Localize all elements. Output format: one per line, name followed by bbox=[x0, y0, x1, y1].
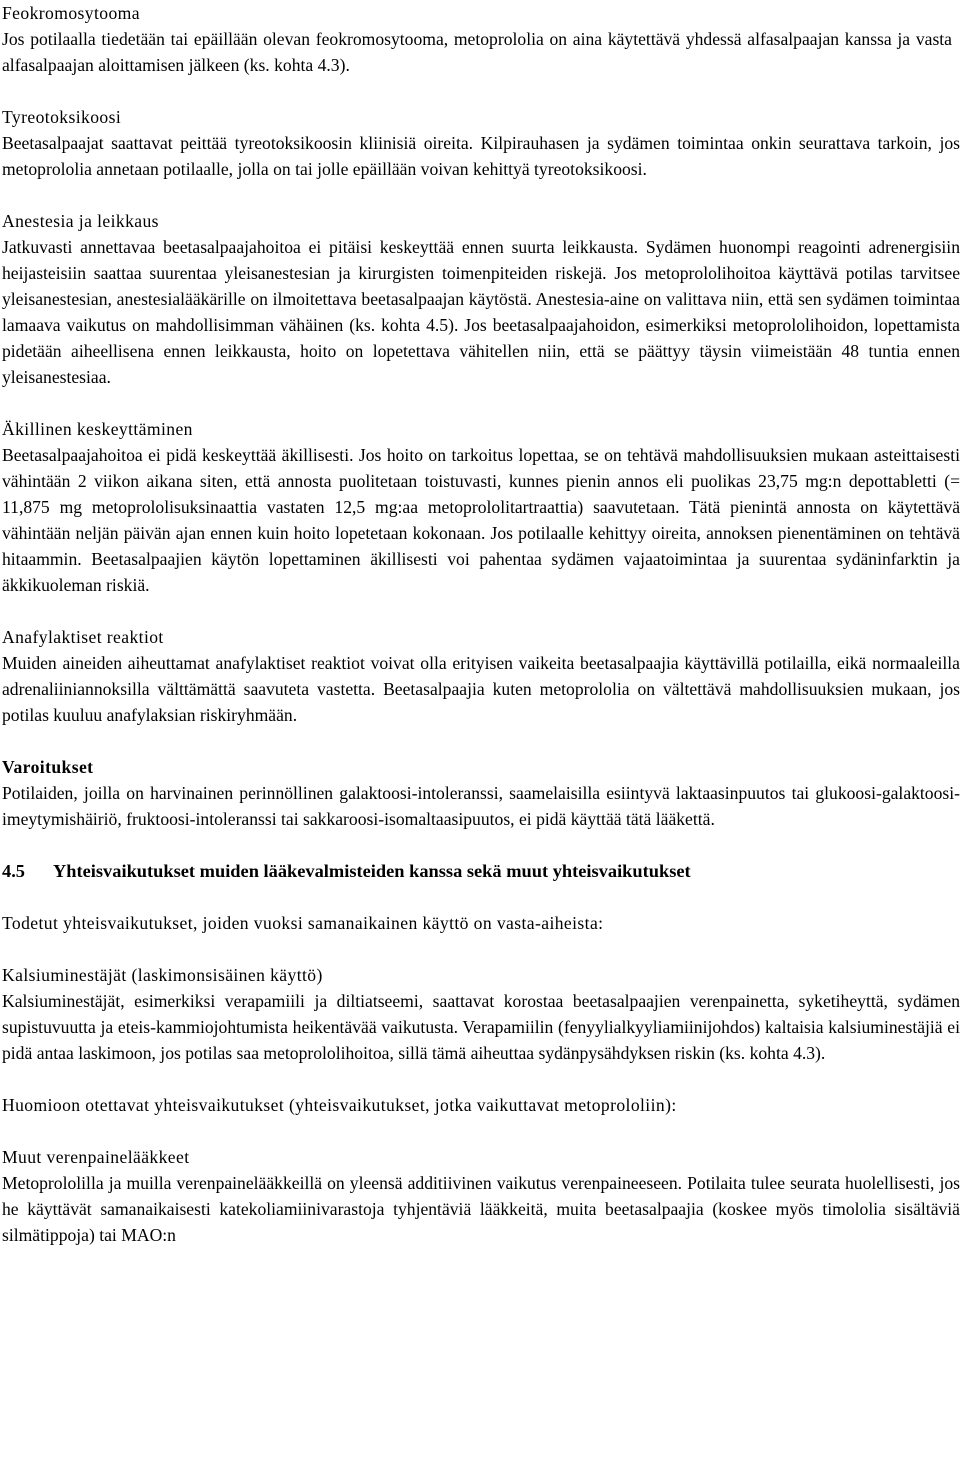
section-paragraph: Kalsiuminestäjät, esimerkiksi verapamiili ja diltiatseemi, saattavat korostaa beetasalpaajien verenpainetta, syketiheyttä, sydämen supistuvuutta ja eteis-kammiojohtumista heikentävää vaikutusta. Verapamiilin (fenyylialkyyliamiinijohdos) kaltaisia kalsiuminestäjiä ei pidä antaa laskimoon, jos potilas saa metoprololihoitoa, sillä tämä aiheuttaa sydänpysähdyksen riskin (ks. kohta 4.3). bbox=[2, 991, 960, 1063]
spacer bbox=[2, 598, 960, 624]
section-feokromosytooma bbox=[2, 0, 960, 78]
spacer bbox=[2, 936, 960, 962]
section-varoitukset bbox=[2, 754, 960, 832]
section-number: 4.5 bbox=[2, 861, 25, 881]
spacer bbox=[2, 832, 960, 858]
section-4-5-heading bbox=[2, 858, 960, 884]
spacer bbox=[2, 390, 960, 416]
section-anafylaktiset-reaktiot bbox=[2, 624, 960, 728]
section-todetut bbox=[2, 910, 960, 936]
section-heading: Varoitukset bbox=[2, 757, 94, 777]
section-heading: Kalsiuminestäjät (laskimonsisäinen käyttö) bbox=[2, 965, 323, 985]
section-tyreotoksikoosi bbox=[2, 104, 960, 182]
section-heading: Äkillinen keskeyttäminen bbox=[2, 419, 193, 439]
section-heading: Anestesia ja leikkaus bbox=[2, 211, 159, 231]
section-paragraph: Potilaiden, joilla on harvinainen perinnöllinen galaktoosi-intoleranssi, saamelaisilla esiintyvä laktaasinpuutos tai glukoosi-galaktoosi-imeytymishäiriö, fruktoosi-intoleranssi tai sakkaroosi-isomaltaasipuutos, ei pidä käyttää tätä lääkettä. bbox=[2, 783, 960, 829]
spacer bbox=[2, 1118, 960, 1144]
section-heading: Tyreotoksikoosi bbox=[2, 107, 122, 127]
section-huomioon bbox=[2, 1092, 960, 1118]
section-muut-verenpainelaakkeet bbox=[2, 1144, 960, 1248]
section-heading: Muut verenpainelääkkeet bbox=[2, 1147, 190, 1167]
section-anestesia bbox=[2, 208, 960, 390]
section-kalsiuminestajat bbox=[2, 962, 960, 1066]
section-heading: Todetut yhteisvaikutukset, joiden vuoksi samanaikainen käyttö on vasta-aiheista: bbox=[2, 913, 604, 933]
section-heading: Huomioon otettavat yhteisvaikutukset (yhteisvaikutukset, jotka vaikuttavat metoprololiin): bbox=[2, 1095, 677, 1115]
spacer bbox=[2, 78, 960, 104]
spacer bbox=[2, 182, 960, 208]
spacer bbox=[2, 884, 960, 910]
section-title: Yhteisvaikutukset muiden lääkevalmisteiden kanssa sekä muut yhteisvaikutukset bbox=[53, 861, 691, 881]
section-paragraph: Metoprololilla ja muilla verenpainelääkkeillä on yleensä additiivinen vaikutus verenpaineeseen. Potilaita tulee seurata huolellisesti, jos he käyttävät samanaikaisesti katekoliamiinivarastoja tyhjentäviä lääkkeitä, muita beetasalpaajia (koskee myös timololia sisältäviä silmätippoja) tai MAO:n bbox=[2, 1173, 960, 1245]
spacer bbox=[2, 728, 960, 754]
spacer bbox=[2, 1066, 960, 1092]
section-paragraph: Beetasalpaajahoitoa ei pidä keskeyttää äkillisesti. Jos hoito on tarkoitus lopettaa, se on tehtävä mahdollisuuksien mukaan asteittaisesti vähintään 2 viikon aikana siten, että annosta puolitetaan toistuvasti, kunnes pienin annos eli puolikas 23,75 mg:n depottabletti (= 11,875 mg metoprololisuksinaattia vastaten 12,5 mg:aa metoprololitartraattia) saavutetaan. Tätä pienintä annosta on käytettävä vähintään neljän päivän ajan ennen kuin hoito lopetetaan kokonaan. Jos potilaalle kehittyy oireita, annoksen pienentäminen on tehtävä hitaammin. Beetasalpaajien käytön lopettaminen äkillisesti voi pahentaa sydämen vajaatoimintaa ja suurentaa sydäninfarktin ja äkkikuoleman riskiä. bbox=[2, 445, 960, 595]
section-akillinen-keskeyttaminen bbox=[2, 416, 960, 598]
section-paragraph: Muiden aineiden aiheuttamat anafylaktiset reaktiot voivat olla erityisen vaikeita beetasalpaajia käyttävillä potilailla, eikä normaaleilla adrenaliiniannoksilla välttämättä saavuteta vastetta. Beetasalpaajia kuten metoprololia on vältettävä mahdollisuuksien mukaan, jos potilas kuuluu anafylaksian riskiryhmään. bbox=[2, 653, 960, 725]
section-paragraph: Beetasalpaajat saattavat peittää tyreotoksikoosin kliinisiä oireita. Kilpirauhasen ja sydämen toimintaa onkin seurattava tarkoin, jos metoprololia annetaan potilaalle, jolla on tai jolle epäillään voivan kehittyä tyreotoksikoosi. bbox=[2, 133, 960, 179]
section-heading: Feokromosytooma bbox=[2, 3, 140, 23]
section-heading: Anafylaktiset reaktiot bbox=[2, 627, 164, 647]
section-paragraph: Jatkuvasti annettavaa beetasalpaajahoitoa ei pitäisi keskeyttää ennen suurta leikkausta. Sydämen huonompi reagointi adrenergisiin heijasteisiin saattaa suurentaa yleisanestesian ja kirurgisten toimenpiteiden riskejä. Jos metoprololihoitoa käyttävä potilas tarvitsee yleisanestesian, anestesialääkärille on ilmoitettava beetasalpaajan käytöstä. Anestesia-aine on valittava niin, että sen sydämen toimintaa lamaava vaikutus on mahdollisimman vähäinen (ks. kohta 4.5). Jos beetasalpaajahoidon, esimerkiksi metoprololihoidon, lopettamista pidetään aiheellisena ennen leikkausta, hoito on lopetettava vähitellen niin, että se päättyy täysin viimeistään 48 tuntia ennen yleisanestesiaa. bbox=[2, 237, 960, 387]
section-paragraph: Jos potilaalla tiedetään tai epäillään olevan feokromosytooma, metoprololia on aina käytettävä yhdessä alfasalpaajan kanssa ja vasta alfasalpaajan aloittamisen jälkeen (ks. kohta 4.3). bbox=[2, 29, 952, 75]
